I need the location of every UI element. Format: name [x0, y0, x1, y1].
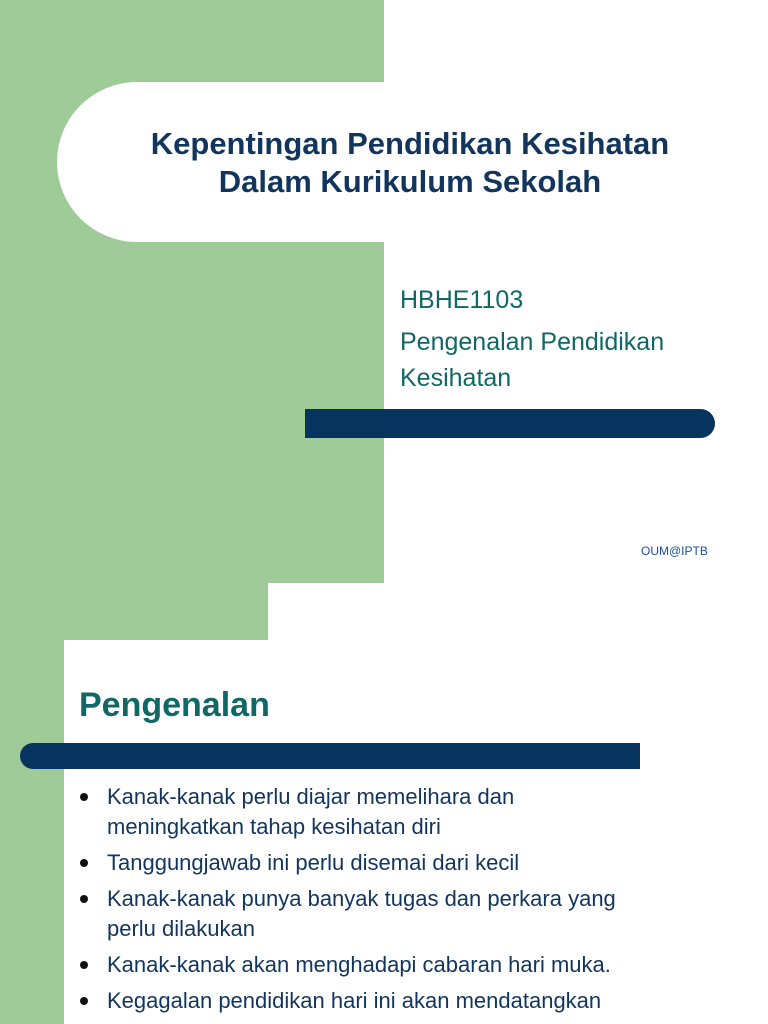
- content-slide: [0, 583, 768, 1024]
- section-heading: Pengenalan: [79, 686, 270, 724]
- bullet-list: [78, 782, 728, 1022]
- list-item: [78, 986, 728, 1016]
- list-item-line1: Kegagalan pendidikan hari ini akan mendatangkan: [107, 988, 602, 1013]
- list-item: [78, 950, 728, 980]
- bullet-dot-icon: [80, 997, 88, 1005]
- list-item-line1: Kanak-kanak akan menghadapi cabaran hari muka.: [107, 952, 611, 977]
- course-name-line1: Pengenalan Pendidikan: [400, 328, 665, 356]
- course-name: [400, 324, 750, 396]
- bullet-dot-icon: [80, 895, 88, 903]
- bullet-dot-icon: [80, 859, 88, 867]
- list-item-line2: meningkatkan tahap kesihatan diri: [107, 814, 441, 839]
- navy-heading-bar: [20, 743, 640, 769]
- course-code: HBHE1103: [400, 286, 524, 314]
- green-left-strip: [0, 583, 64, 1024]
- slide-title: [100, 125, 720, 201]
- list-item: [78, 848, 728, 878]
- slide-footer: OUM@IPTB: [641, 544, 708, 558]
- list-item-line1: Kanak-kanak perlu diajar memelihara dan: [107, 784, 515, 809]
- slide-title-line1: Kepentingan Pendidikan Kesihatan: [150, 126, 670, 161]
- bullet-dot-icon: [80, 793, 88, 801]
- list-item-line1: Kanak-kanak punya banyak tugas dan perkara yang: [107, 886, 616, 911]
- navy-accent-bar: [305, 409, 715, 438]
- slide-title-line2: Dalam Kurikulum Sekolah: [218, 164, 602, 199]
- list-item-line1: Tanggungjawab ini perlu disemai dari kecil: [107, 850, 520, 875]
- list-item-line2: perlu dilakukan: [107, 916, 255, 941]
- list-item: [78, 884, 728, 944]
- slide-subtitle: [400, 282, 750, 396]
- bullet-dot-icon: [80, 961, 88, 969]
- course-name-line2: Kesihatan: [400, 364, 512, 392]
- list-item: [78, 782, 728, 842]
